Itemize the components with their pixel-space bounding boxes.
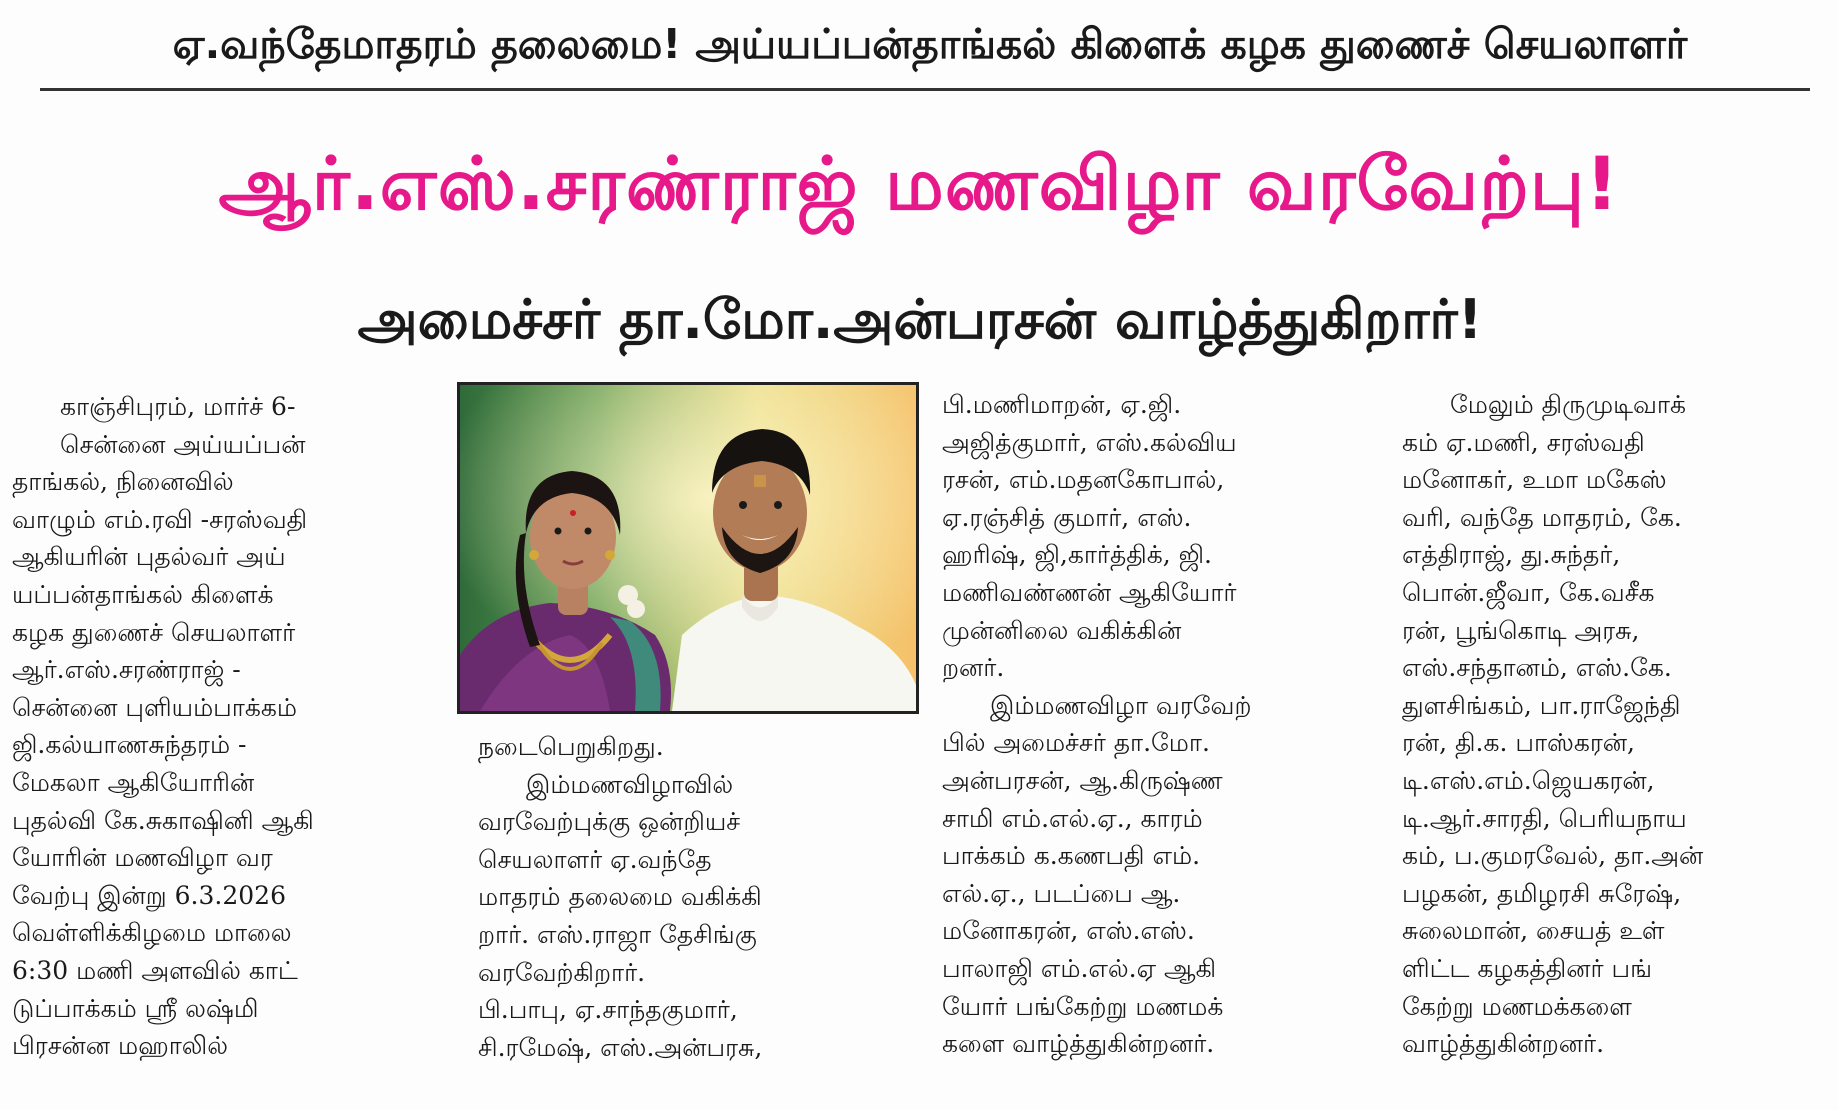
article-line: நடைபெறுகிறது. xyxy=(478,732,664,761)
article-line: டுப்பாக்கம் ஸ்ரீ லஷ்மி xyxy=(12,993,259,1023)
article-line: கழக துணைச் செயலாளர் xyxy=(12,617,296,647)
article-line: சுலைமான், சையத் உள் xyxy=(1402,916,1665,946)
article-line: மாதரம் தலைமை வகிக்கி xyxy=(478,882,762,912)
article-line: சி.ரமேஷ், எஸ்.அன்பரசு, xyxy=(478,1032,763,1062)
article-line: வாழ்த்துகின்றனர். xyxy=(1402,1029,1605,1059)
article-line: எஸ்.சந்தானம், எஸ்.கே. xyxy=(1402,653,1672,683)
article-line: துளசிங்கம், பா.ராஜேந்தி xyxy=(1402,690,1681,720)
article-line: பாலாஜி எம்.எல்.ஏ ஆகி xyxy=(942,953,1217,983)
couple-photo xyxy=(457,382,919,714)
kicker-rule xyxy=(40,88,1810,91)
article-line: றனர். xyxy=(942,653,1005,683)
article-line: ளிட்ட கழகத்தினர் பங் xyxy=(1402,953,1652,983)
article-column-1 xyxy=(12,388,452,1065)
article-column-2 xyxy=(478,728,918,1066)
article-line: மனோகரன், எஸ்.எஸ். xyxy=(942,916,1195,946)
article-line: ஆகியரின் புதல்வர் அய் xyxy=(12,542,286,572)
article-line: வெள்ளிக்கிழமை மாலை xyxy=(12,918,292,948)
article-line: பழகன், தமிழரசி சுரேஷ், xyxy=(1402,878,1682,908)
article-column-3 xyxy=(942,386,1374,1063)
article-line: பில் அமைச்சர் தா.மோ. xyxy=(942,728,1210,758)
article-line: தாங்கல், நினைவில் xyxy=(12,467,234,497)
article-line: சென்னை புளியம்பாக்கம் xyxy=(12,692,297,722)
article-line: இம்மணவிழாவில் xyxy=(526,769,734,799)
article-line: அஜித்குமார், எஸ்.கல்விய xyxy=(942,427,1237,457)
article-line: ரசன், எம்.மதனகோபால், xyxy=(942,465,1225,495)
article-kicker: ஏ.வந்தேமாதரம் தலைமை! அய்யப்பன்தாங்கல் கிளைக் கழக துணைச் செயலாளர் xyxy=(172,20,1688,68)
article-line: இம்மணவிழா வரவேற் xyxy=(990,690,1252,720)
article-line: பொன்.ஜீவா, கே.வசீக xyxy=(1402,577,1655,607)
article-line: ஜி.கல்யாணசுந்தரம் - xyxy=(12,730,247,760)
article-subheadline: அமைச்சர் தா.மோ.அன்பரசன் வாழ்த்துகிறார்! xyxy=(357,288,1483,351)
article-line: கம் ஏ.மணி, சரஸ்வதி xyxy=(1402,427,1645,457)
article-line: பிரசன்ன மஹாலில் xyxy=(12,1031,229,1061)
article-line: ரன், பூங்கொடி அரசு, xyxy=(1402,615,1640,645)
article-line: கேற்று மணமக்களை xyxy=(1402,991,1632,1021)
article-line: றார். எஸ்.ராஜா தேசிங்கு xyxy=(478,919,757,949)
article-line: வாழும் எம்.ரவி -சரஸ்வதி xyxy=(12,504,308,534)
article-line: மேலும் திருமுடிவாக் xyxy=(1450,390,1686,419)
article-line: யோரின் மணவிழா வர xyxy=(12,843,273,873)
article-line: டி.எஸ்.எம்.ஜெயகரன், xyxy=(1402,765,1655,795)
article-line: வேற்பு இன்று 6.3.2026 xyxy=(12,880,286,910)
article-line: மணிவண்ணன் ஆகியோர் xyxy=(942,577,1237,607)
article-line: அன்பரசன், ஆ.கிருஷ்ண xyxy=(942,765,1223,795)
article-line: பி.மணிமாறன், ஏ.ஜி. xyxy=(942,390,1182,419)
article-line: பாக்கம் க.கணபதி எம். xyxy=(942,841,1201,871)
article-line: ரன், தி.க. பாஸ்கரன், xyxy=(1402,728,1635,758)
article-line: கம், ப.குமரவேல், தா.அன் xyxy=(1402,841,1704,871)
article-line: மேகலா ஆகியோரின் xyxy=(12,767,255,797)
article-line: சாமி எம்.எல்.ஏ., காரம் xyxy=(942,803,1203,833)
article-column-4 xyxy=(1402,386,1832,1063)
article-line: ஆர்.எஸ்.சரண்ராஜ் - xyxy=(12,655,241,685)
article-line: சென்னை அய்யப்பன் xyxy=(60,429,306,459)
couple-photo-icon xyxy=(460,385,916,711)
article-line: களை வாழ்த்துகின்றனர். xyxy=(942,1029,1215,1059)
article-line: டி.ஆர்.சாரதி, பெரியநாய xyxy=(1402,803,1687,833)
article-line: காஞ்சிபுரம், மார்ச் 6- xyxy=(60,392,296,421)
article-line: யப்பன்தாங்கல் கிளைக் xyxy=(12,579,274,609)
article-line: வரி, வந்தே மாதரம், கே. xyxy=(1402,502,1682,532)
article-line: 6:30 மணி அளவில் காட் xyxy=(12,955,298,985)
article-line: பி.பாபு, ஏ.சாந்தகுமார், xyxy=(478,995,738,1025)
article-line: புதல்வி கே.சுகாஷினி ஆகி xyxy=(12,805,314,835)
article-line: வரவேற்கிறார். xyxy=(478,957,646,987)
article-line: மனோகர், உமா மகேஸ் xyxy=(1402,465,1667,495)
article-line: செயலாளர் ஏ.வந்தே xyxy=(478,844,712,874)
article-line: ஏ.ரஞ்சித் குமார், எஸ். xyxy=(942,502,1192,532)
article-line: ஹரிஷ், ஜி,கார்த்திக், ஜி. xyxy=(942,540,1212,570)
article-line: எல்.ஏ., படப்பை ஆ. xyxy=(942,878,1181,908)
article-line: யோர் பங்கேற்று மணமக் xyxy=(942,991,1224,1021)
article-headline: ஆர்.எஸ்.சரண்ராஜ் மணவிழா வரவேற்பு! xyxy=(218,142,1620,227)
article-line: வரவேற்புக்கு ஒன்றியச் xyxy=(478,807,741,837)
article-line: முன்னிலை வகிக்கின் xyxy=(942,615,1182,645)
article-line: எத்திராஜ், து.சுந்தர், xyxy=(1402,540,1621,570)
